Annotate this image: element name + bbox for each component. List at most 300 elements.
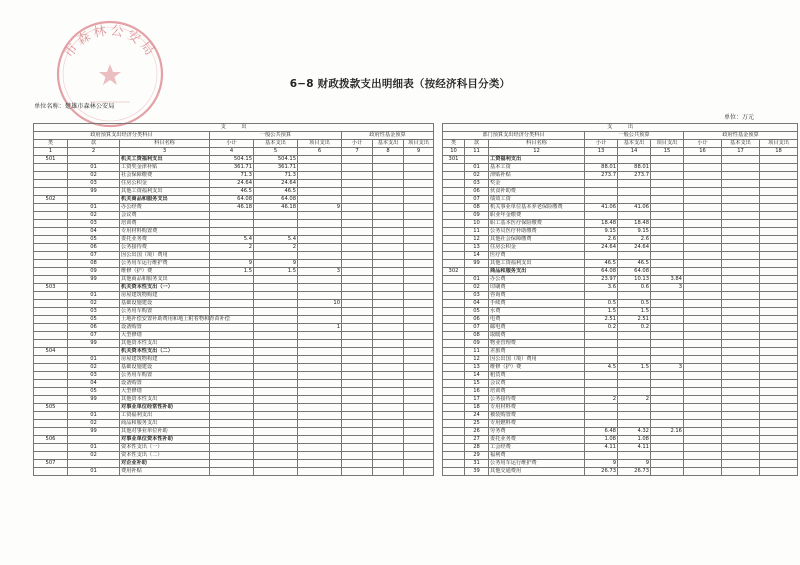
table-row xyxy=(34,364,434,372)
cell-b: 273.7 xyxy=(618,172,651,180)
table-row xyxy=(34,172,434,180)
table-row xyxy=(443,252,798,260)
cell-fund-empty xyxy=(342,412,373,420)
cell-t xyxy=(585,420,618,428)
fund-budget-header: 政府性基金预算 xyxy=(684,132,798,140)
cell-t xyxy=(585,348,618,356)
table-row xyxy=(34,228,434,236)
cell-p xyxy=(298,356,342,364)
cell-kuan xyxy=(68,196,120,204)
cell-t: 24.64 xyxy=(585,244,618,252)
cell-name: 培训费 xyxy=(489,388,585,396)
cell-name: 其他对事业单位补助 xyxy=(120,428,210,436)
cell-lei xyxy=(34,372,68,380)
cell-fund-empty xyxy=(722,196,760,204)
cell-b xyxy=(618,252,651,260)
cell-fund-empty xyxy=(404,348,434,356)
cell-fund-empty xyxy=(722,452,760,460)
cell-fund-empty xyxy=(722,324,760,332)
cell-p xyxy=(651,420,684,428)
cell-lei xyxy=(443,236,465,244)
cell-fund-empty xyxy=(404,308,434,316)
table-row xyxy=(443,244,798,252)
cell-t: 24.64 xyxy=(210,180,254,188)
cell-fund-empty xyxy=(760,396,798,404)
cell-name: 因公出国（境）费用 xyxy=(489,356,585,364)
table-row xyxy=(34,252,434,260)
cell-kuan: 07 xyxy=(465,196,489,204)
cell-fund-empty xyxy=(722,172,760,180)
cell-fund-empty xyxy=(342,236,373,244)
cell-name: 机关资本性支出（一） xyxy=(120,284,210,292)
table-row xyxy=(443,300,798,308)
cell-t: 2 xyxy=(210,244,254,252)
cell-p: 2.16 xyxy=(651,428,684,436)
cell-fund-empty xyxy=(722,356,760,364)
cell-lei: 302 xyxy=(443,268,465,276)
cell-name: 劳务费 xyxy=(489,428,585,436)
cell-lei xyxy=(443,180,465,188)
cell-p xyxy=(298,228,342,236)
cell-kuan xyxy=(68,284,120,292)
table-row xyxy=(34,436,434,444)
column-index: 15 xyxy=(651,148,684,156)
cell-fund-empty xyxy=(404,212,434,220)
cell-kuan: 11 xyxy=(465,228,489,236)
cell-fund-empty xyxy=(404,324,434,332)
cell-b: 24.64 xyxy=(618,244,651,252)
cell-fund-empty xyxy=(760,292,798,300)
cell-p: 9 xyxy=(298,204,342,212)
cell-fund-empty xyxy=(404,188,434,196)
table-row xyxy=(34,260,434,268)
cell-t: 71.3 xyxy=(210,172,254,180)
cell-fund-empty xyxy=(404,460,434,468)
cell-p xyxy=(651,308,684,316)
cell-name: 公务用车购置 xyxy=(120,308,210,316)
cell-name: 福利费 xyxy=(489,452,585,460)
cell-b xyxy=(254,380,298,388)
cell-t xyxy=(585,292,618,300)
cell-name: 专用燃料费 xyxy=(489,420,585,428)
col-basic: 基本支出 xyxy=(373,140,404,148)
cell-t xyxy=(210,340,254,348)
cell-name: 工会经费 xyxy=(489,444,585,452)
cell-name: 公务接待费 xyxy=(120,244,210,252)
cell-fund-empty xyxy=(760,324,798,332)
table-row xyxy=(443,268,798,276)
cell-b xyxy=(618,180,651,188)
table-row xyxy=(34,196,434,204)
header-row-columns xyxy=(34,140,434,148)
table-row xyxy=(34,268,434,276)
cell-fund-empty xyxy=(684,196,722,204)
cell-fund-empty xyxy=(722,372,760,380)
cell-name: 对事业单位资本性补助 xyxy=(120,436,210,444)
table-row xyxy=(443,172,798,180)
cell-kuan: 16 xyxy=(465,388,489,396)
cell-lei xyxy=(443,228,465,236)
cell-fund-empty xyxy=(684,204,722,212)
cell-fund-empty xyxy=(342,292,373,300)
cell-name: 奖金 xyxy=(489,180,585,188)
cell-b: 2 xyxy=(254,244,298,252)
cell-lei xyxy=(443,436,465,444)
cell-kuan: 99 xyxy=(68,276,120,284)
cell-t xyxy=(210,284,254,292)
table-row xyxy=(34,348,434,356)
table-row xyxy=(34,292,434,300)
cell-lei xyxy=(443,428,465,436)
table-row xyxy=(34,356,434,364)
table-row xyxy=(34,180,434,188)
cell-fund-empty xyxy=(722,436,760,444)
cell-kuan: 06 xyxy=(68,244,120,252)
cell-lei xyxy=(443,196,465,204)
col-name: 科目名称 xyxy=(489,140,585,148)
cell-fund-empty xyxy=(722,252,760,260)
cell-b: 9.15 xyxy=(618,228,651,236)
cell-lei xyxy=(34,276,68,284)
cell-p: 10 xyxy=(298,300,342,308)
cell-lei xyxy=(34,364,68,372)
cell-fund-empty xyxy=(373,380,404,388)
cell-lei xyxy=(443,324,465,332)
cell-fund-empty xyxy=(722,268,760,276)
cell-t xyxy=(210,428,254,436)
cell-kuan: 09 xyxy=(465,212,489,220)
cell-fund-empty xyxy=(722,204,760,212)
cell-name: 机关商品和服务支出 xyxy=(120,196,210,204)
cell-fund-empty xyxy=(684,180,722,188)
cell-b xyxy=(618,292,651,300)
cell-fund-empty xyxy=(404,292,434,300)
cell-b xyxy=(618,380,651,388)
cell-t xyxy=(210,404,254,412)
cell-fund-empty xyxy=(684,428,722,436)
cell-lei: 501 xyxy=(34,156,68,164)
cell-fund-empty xyxy=(760,164,798,172)
cell-fund-empty xyxy=(722,444,760,452)
cell-fund-empty xyxy=(373,404,404,412)
cell-lei xyxy=(443,276,465,284)
official-seal xyxy=(50,14,170,134)
cell-kuan: 07 xyxy=(465,324,489,332)
cell-fund-empty xyxy=(760,468,798,476)
cell-fund-empty xyxy=(373,236,404,244)
cell-b xyxy=(254,324,298,332)
cell-fund-empty xyxy=(760,284,798,292)
cell-fund-empty xyxy=(404,396,434,404)
column-index: 9 xyxy=(404,148,434,156)
cell-name: 因公出国（境）费用 xyxy=(120,252,210,260)
column-index: 14 xyxy=(618,148,651,156)
cell-kuan xyxy=(465,268,489,276)
cell-name: 公务员医疗补助缴费 xyxy=(489,228,585,236)
cell-lei xyxy=(443,292,465,300)
cell-b xyxy=(254,444,298,452)
cell-fund-empty xyxy=(684,260,722,268)
table-row xyxy=(34,332,434,340)
cell-fund-empty xyxy=(684,460,722,468)
cell-fund-empty xyxy=(760,308,798,316)
cell-lei xyxy=(443,380,465,388)
table-row xyxy=(34,220,434,228)
cell-t xyxy=(210,292,254,300)
table-row xyxy=(34,204,434,212)
column-index: 8 xyxy=(373,148,404,156)
cell-fund-empty xyxy=(373,228,404,236)
cell-b xyxy=(254,364,298,372)
cell-kuan: 01 xyxy=(68,412,120,420)
cell-p xyxy=(651,220,684,228)
cell-fund-empty xyxy=(404,316,434,324)
cell-p xyxy=(298,252,342,260)
cell-p: 3 xyxy=(298,268,342,276)
cell-lei xyxy=(443,260,465,268)
cell-b xyxy=(254,420,298,428)
cell-t: 23.97 xyxy=(585,276,618,284)
cell-fund-empty xyxy=(373,460,404,468)
cell-lei xyxy=(443,300,465,308)
cell-lei xyxy=(443,172,465,180)
table-row xyxy=(443,460,798,468)
cell-name: 医疗费 xyxy=(489,252,585,260)
cell-name: 住房公积金 xyxy=(489,244,585,252)
cell-lei xyxy=(34,316,68,324)
cell-p xyxy=(651,228,684,236)
cell-b: 46.18 xyxy=(254,204,298,212)
table-row xyxy=(443,436,798,444)
cell-b xyxy=(254,340,298,348)
cell-lei xyxy=(34,468,68,476)
cell-kuan: 28 xyxy=(465,444,489,452)
cell-fund-empty xyxy=(760,460,798,468)
cell-name: 工资福利支出 xyxy=(120,412,210,420)
cell-fund-empty xyxy=(760,260,798,268)
cell-fund-empty xyxy=(760,268,798,276)
cell-t: 46.5 xyxy=(585,260,618,268)
cell-fund-empty xyxy=(760,412,798,420)
cell-fund-empty xyxy=(404,412,434,420)
cell-fund-empty xyxy=(342,308,373,316)
cell-t: 26.73 xyxy=(585,468,618,476)
cell-fund-empty xyxy=(404,364,434,372)
cell-t xyxy=(585,156,618,164)
cell-fund-empty xyxy=(342,212,373,220)
cell-p xyxy=(651,404,684,412)
cell-fund-empty xyxy=(760,252,798,260)
table-row xyxy=(443,380,798,388)
cell-fund-empty xyxy=(342,420,373,428)
cell-name: 社会保障缴费 xyxy=(120,172,210,180)
cell-lei xyxy=(34,260,68,268)
cell-p xyxy=(298,212,342,220)
cell-b: 2 xyxy=(618,396,651,404)
cell-lei xyxy=(443,388,465,396)
cell-lei xyxy=(34,332,68,340)
cell-name: 对事业单位经常性补助 xyxy=(120,404,210,412)
cell-lei xyxy=(443,364,465,372)
cell-kuan: 13 xyxy=(465,244,489,252)
cell-name: 工资福利支出 xyxy=(489,156,585,164)
col-project: 项目支出 xyxy=(651,140,684,148)
cell-fund-empty xyxy=(760,420,798,428)
cell-t xyxy=(210,468,254,476)
table-row xyxy=(443,364,798,372)
cell-t xyxy=(585,412,618,420)
cell-b xyxy=(618,388,651,396)
cell-kuan: 39 xyxy=(465,468,489,476)
cell-fund-empty xyxy=(404,428,434,436)
cell-fund-empty xyxy=(760,172,798,180)
cell-b xyxy=(254,404,298,412)
cell-name: 对企业补助 xyxy=(120,460,210,468)
table-row xyxy=(34,388,434,396)
cell-name: 委托业务费 xyxy=(489,436,585,444)
cell-kuan xyxy=(68,348,120,356)
cell-b xyxy=(254,460,298,468)
cell-p xyxy=(651,348,684,356)
expenditure-table-government xyxy=(33,123,434,476)
table-row xyxy=(34,404,434,412)
cell-fund-empty xyxy=(684,228,722,236)
cell-b: 46.5 xyxy=(618,260,651,268)
table-row xyxy=(443,180,798,188)
cell-b xyxy=(254,372,298,380)
cell-b xyxy=(254,212,298,220)
cell-name: 维修（护）费 xyxy=(120,268,210,276)
cell-fund-empty xyxy=(684,292,722,300)
column-index: 6 xyxy=(298,148,342,156)
cell-p xyxy=(651,252,684,260)
cell-fund-empty xyxy=(373,420,404,428)
cell-p xyxy=(298,188,342,196)
cell-name: 咨询费 xyxy=(489,292,585,300)
cell-b xyxy=(618,356,651,364)
cell-fund-empty xyxy=(684,172,722,180)
cell-p xyxy=(298,468,342,476)
cell-name: 职业年金缴费 xyxy=(489,212,585,220)
cell-fund-empty xyxy=(722,420,760,428)
table-row xyxy=(34,244,434,252)
cell-b: 361.71 xyxy=(254,164,298,172)
cell-t xyxy=(210,420,254,428)
table-row xyxy=(443,188,798,196)
cell-b: 2.6 xyxy=(618,236,651,244)
cell-t: 4.5 xyxy=(585,364,618,372)
col-total: 小计 xyxy=(585,140,618,148)
cell-name: 工资奖金津补贴 xyxy=(120,164,210,172)
cell-fund-empty xyxy=(373,268,404,276)
cell-fund-empty xyxy=(404,404,434,412)
cell-kuan xyxy=(68,404,120,412)
column-index: 10 xyxy=(443,148,465,156)
cell-p xyxy=(298,444,342,452)
cell-fund-empty xyxy=(722,164,760,172)
cell-p: 3 xyxy=(651,284,684,292)
cell-kuan: 01 xyxy=(68,164,120,172)
cell-t: 9 xyxy=(210,260,254,268)
cell-lei: 503 xyxy=(34,284,68,292)
cell-p xyxy=(298,308,342,316)
cell-kuan: 25 xyxy=(465,420,489,428)
cell-fund-empty xyxy=(342,404,373,412)
cell-b xyxy=(254,436,298,444)
cell-lei xyxy=(34,292,68,300)
cell-name: 绩效工资 xyxy=(489,196,585,204)
column-index: 16 xyxy=(684,148,722,156)
cell-fund-empty xyxy=(684,468,722,476)
cell-kuan: 01 xyxy=(68,292,120,300)
cell-fund-empty xyxy=(373,348,404,356)
column-index: 18 xyxy=(760,148,798,156)
cell-lei xyxy=(34,388,68,396)
cell-p xyxy=(651,204,684,212)
cell-kuan: 02 xyxy=(68,364,120,372)
cell-p xyxy=(651,452,684,460)
cell-fund-empty xyxy=(342,252,373,260)
cell-fund-empty xyxy=(373,356,404,364)
cell-lei xyxy=(443,212,465,220)
cell-p xyxy=(298,220,342,228)
cell-t xyxy=(210,364,254,372)
cell-fund-empty xyxy=(684,284,722,292)
table-row xyxy=(34,420,434,428)
cell-t: 9.15 xyxy=(585,228,618,236)
cell-p xyxy=(298,420,342,428)
cell-fund-empty xyxy=(373,188,404,196)
cell-kuan: 09 xyxy=(465,340,489,348)
cell-fund-empty xyxy=(373,428,404,436)
cell-b: 71.3 xyxy=(254,172,298,180)
cell-fund-empty xyxy=(373,316,404,324)
table-row xyxy=(34,276,434,284)
column-index: 2 xyxy=(68,148,120,156)
cell-name: 设备购置 xyxy=(120,324,210,332)
table-row xyxy=(443,324,798,332)
table-row xyxy=(443,308,798,316)
cell-t xyxy=(210,252,254,260)
col-project: 项目支出 xyxy=(404,140,434,148)
cell-fund-empty xyxy=(760,316,798,324)
cell-t: 2.51 xyxy=(585,316,618,324)
cell-lei xyxy=(443,468,465,476)
cell-b xyxy=(618,196,651,204)
cell-kuan: 11 xyxy=(465,348,489,356)
cell-t: 9 xyxy=(585,460,618,468)
cell-kuan: 02 xyxy=(68,300,120,308)
cell-fund-empty xyxy=(760,220,798,228)
cell-p xyxy=(298,460,342,468)
cell-kuan: 04 xyxy=(68,380,120,388)
cell-fund-empty xyxy=(342,244,373,252)
cell-fund-empty xyxy=(404,236,434,244)
cell-fund-empty xyxy=(404,468,434,476)
cell-p xyxy=(298,316,342,324)
cell-kuan: 14 xyxy=(465,252,489,260)
table-row xyxy=(443,444,798,452)
cell-kuan: 18 xyxy=(465,404,489,412)
cell-fund-empty xyxy=(684,444,722,452)
col-kuan: 款 xyxy=(68,140,120,148)
header-row-columns xyxy=(443,140,798,148)
cell-fund-empty xyxy=(760,444,798,452)
cell-name: 委托业务费 xyxy=(120,236,210,244)
table-row xyxy=(443,276,798,284)
cell-p xyxy=(298,260,342,268)
cell-p xyxy=(651,164,684,172)
